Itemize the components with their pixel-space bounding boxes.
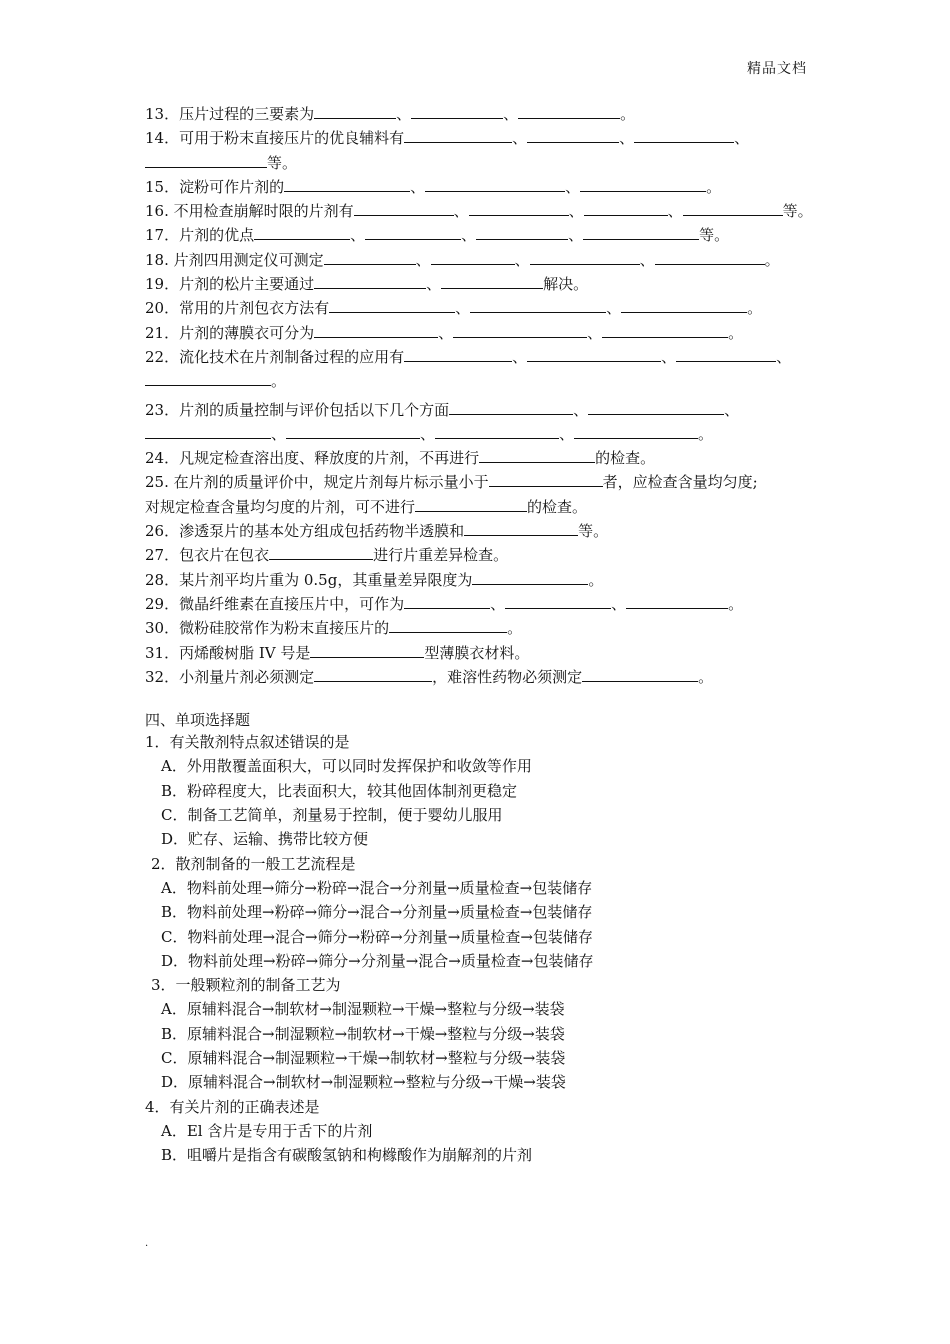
question-line-16 — [145, 199, 825, 223]
question-text: 、 — [512, 347, 528, 366]
question-text: 对规定检查含量均匀度的片剂，可不进行 — [145, 497, 416, 516]
question-text: 29．微晶纤维素在直接压片中，可作为 — [145, 594, 405, 613]
question-text: 解决。 — [543, 275, 589, 294]
answer-blank — [329, 297, 455, 313]
question-text: 。 — [706, 177, 722, 196]
answer-blank — [621, 297, 747, 313]
answer-blank — [479, 447, 595, 463]
question-line-24 — [145, 446, 825, 470]
answer-blank — [453, 322, 587, 338]
mc-option: C．原辅料混合→制湿颗粒→干燥→制软材→整粒与分级→装袋 — [161, 1048, 566, 1067]
fill-in-section — [145, 102, 825, 689]
question-text: 23．片剂的质量控制与评价包括以下几个方面 — [145, 400, 450, 419]
question-line-31 — [145, 641, 825, 665]
answer-blank — [518, 103, 620, 119]
answer-blank — [505, 593, 611, 609]
answer-blank — [314, 322, 438, 338]
question-text: 、 — [420, 424, 436, 443]
answer-blank — [441, 273, 543, 289]
answer-blank — [527, 127, 619, 143]
mc-question: 4．有关片剂的正确表述是 — [145, 1097, 320, 1116]
question-text: 、 — [426, 275, 442, 294]
question-line-22b — [145, 369, 825, 393]
question-line-18 — [145, 248, 825, 272]
question-line-27 — [145, 543, 825, 567]
question-line-23b — [145, 422, 825, 446]
question-line-20 — [145, 296, 825, 320]
answer-blank — [145, 370, 271, 386]
section-title: 四、单项选择题 — [145, 711, 251, 730]
question-text: 、 — [396, 105, 412, 123]
answer-blank — [476, 224, 568, 240]
answer-blank — [310, 642, 424, 658]
question-text: 、 — [559, 424, 575, 443]
question-text: 32．小剂量片剂必须测定 — [145, 667, 315, 686]
mc-option: C．制备工艺简单，剂量易于控制，便于婴幼儿服用 — [161, 806, 503, 825]
question-line-17 — [145, 223, 825, 247]
answer-blank — [489, 471, 603, 487]
question-text: 、 — [568, 202, 584, 221]
answer-blank — [431, 249, 515, 265]
answer-blank — [314, 103, 396, 119]
question-text: 15．淀粉可作片剂的 — [145, 177, 285, 196]
mc-option: A．El 含片是专用于舌下的片剂 — [161, 1121, 373, 1140]
question-text: 13．压片过程的三要素为 — [145, 105, 315, 123]
exam-content — [145, 102, 825, 1167]
answer-blank — [464, 520, 578, 536]
answer-blank — [145, 152, 267, 168]
answer-blank — [655, 249, 765, 265]
question-text: 17．片剂的优点 — [145, 226, 255, 245]
footer-mark: . — [145, 1238, 149, 1249]
question-text: 。 — [728, 594, 744, 613]
answer-blank — [425, 176, 565, 192]
answer-blank — [314, 666, 432, 682]
multiple-choice-section — [145, 730, 825, 1167]
answer-blank — [389, 617, 507, 633]
question-text: 、 — [503, 105, 519, 123]
mc-option: B．物料前处理→粉碎→筛分→混合→分剂量→质量检查→包装储存 — [161, 903, 593, 922]
question-text: 21．片剂的薄膜衣可分为 — [145, 323, 315, 342]
question-line-14a — [145, 126, 825, 150]
question-text: 27．包衣片在包衣 — [145, 546, 270, 565]
question-text: 、 — [271, 424, 287, 443]
answer-blank — [411, 103, 503, 119]
question-line-14b — [145, 151, 825, 175]
mc-option: B．粉碎程度大，比表面积大，较其他固体制剂更稳定 — [161, 781, 518, 800]
question-line-26 — [145, 519, 825, 543]
question-text: 16. 不用检查崩解时限的片剂有 — [145, 202, 354, 221]
mc-option: A．物料前处理→筛分→粉碎→混合→分剂量→质量检查→包装储存 — [161, 878, 593, 897]
question-text: 。 — [620, 105, 636, 123]
question-text: 、 — [350, 226, 366, 245]
question-text: 、 — [573, 400, 589, 419]
question-text: 22．流化技术在片剂制备过程的应用有 — [145, 347, 405, 366]
question-text: 等。 — [782, 202, 813, 221]
question-text: 、 — [776, 347, 792, 366]
question-text: 、 — [455, 299, 471, 318]
answer-blank — [582, 666, 698, 682]
question-text: 。 — [747, 299, 763, 318]
mc-option: D．物料前处理→粉碎→筛分→分剂量→混合→质量检查→包装储存 — [161, 951, 594, 970]
mc-question: 1．有关散剂特点叙述错误的是 — [145, 733, 350, 752]
question-text: 20．常用的片剂包衣方法有 — [145, 299, 330, 318]
question-text: 。 — [698, 667, 714, 686]
question-line-21 — [145, 321, 825, 345]
mc-question: 2．散剂制备的一般工艺流程是 — [151, 854, 356, 873]
answer-blank — [365, 224, 461, 240]
question-text: 、 — [587, 323, 603, 342]
mc-option: D．贮存、运输、携带比较方便 — [161, 830, 369, 849]
question-text: 、 — [611, 594, 627, 613]
answer-blank — [435, 423, 559, 439]
question-text: 型薄膜衣材料。 — [424, 643, 530, 662]
question-text: 、 — [565, 177, 581, 196]
answer-blank — [583, 224, 699, 240]
answer-blank — [470, 297, 606, 313]
answer-blank — [415, 496, 527, 512]
answer-blank — [286, 423, 420, 439]
question-text: 。 — [728, 323, 744, 342]
question-text: 。 — [507, 619, 523, 638]
question-text: 、 — [568, 226, 584, 245]
answer-blank — [269, 544, 373, 560]
question-text: 的检查。 — [595, 449, 656, 468]
answer-blank — [580, 176, 706, 192]
answer-blank — [683, 200, 783, 216]
question-line-15 — [145, 175, 825, 199]
question-text: 、 — [490, 594, 506, 613]
question-line-28 — [145, 568, 825, 592]
question-line-13 — [145, 102, 825, 126]
question-text: 19．片剂的松片主要通过 — [145, 275, 315, 294]
answer-blank — [634, 127, 734, 143]
page-header-label: 精品文档 — [747, 61, 807, 77]
answer-blank — [676, 346, 776, 362]
mc-option: B．咀嚼片是指含有碳酸氢钠和枸橼酸作为崩解剂的片剂 — [161, 1146, 533, 1165]
question-text: 18. 片剂四用测定仪可测定 — [145, 250, 324, 269]
answer-blank — [449, 399, 573, 415]
question-line-22a — [145, 345, 825, 369]
answer-blank — [584, 200, 668, 216]
mc-option: C．物料前处理→混合→筛分→粉碎→分剂量→质量检查→包装储存 — [161, 927, 593, 946]
question-text: 、 — [661, 347, 677, 366]
question-line-29 — [145, 592, 825, 616]
question-text: 。 — [764, 250, 780, 269]
answer-blank — [530, 249, 640, 265]
mc-option: B．原辅料混合→制湿颗粒→制软材→干燥→整粒与分级→装袋 — [161, 1024, 565, 1043]
question-line-25b — [145, 495, 825, 519]
answer-blank — [626, 593, 728, 609]
question-text: 、 — [667, 202, 683, 221]
question-text: 、 — [438, 323, 454, 342]
answer-blank — [527, 346, 661, 362]
mc-option: A．外用散覆盖面积大，可以同时发挥保护和收敛等作用 — [161, 757, 532, 776]
answer-blank — [404, 593, 490, 609]
question-text: 。 — [588, 570, 604, 589]
answer-blank — [404, 346, 512, 362]
answer-blank — [354, 200, 454, 216]
question-text: 28．某片剂平均片重为 0.5g，其重量差异限度为 — [145, 570, 473, 589]
question-text: 、 — [619, 129, 635, 148]
question-text: 24．凡规定检查溶出度、释放度的片剂，不再进行 — [145, 449, 480, 468]
question-line-25a — [145, 470, 825, 494]
question-text: ，难溶性药物必须测定 — [432, 667, 583, 686]
question-text: 14．可用于粉末直接压片的优良辅料有 — [145, 129, 405, 148]
question-line-23a — [145, 398, 825, 422]
question-text: 、 — [514, 250, 530, 269]
question-text: 。 — [698, 424, 714, 443]
question-text: 、 — [410, 177, 426, 196]
mc-option: D．原辅料混合→制软材→制湿颗粒→整粒与分级→干燥→装袋 — [161, 1073, 566, 1092]
answer-blank — [588, 399, 724, 415]
answer-blank — [404, 127, 512, 143]
question-text: 等。 — [267, 153, 298, 172]
question-text: 等。 — [699, 226, 730, 245]
question-text: 、 — [639, 250, 655, 269]
answer-blank — [254, 224, 350, 240]
question-text: 、 — [512, 129, 528, 148]
question-text: 的检查。 — [527, 497, 588, 516]
answer-blank — [602, 322, 728, 338]
question-text: 者，应检查含量均匀度; — [602, 473, 758, 492]
question-line-32 — [145, 665, 825, 689]
question-text: 。 — [271, 372, 287, 391]
question-text: 、 — [724, 400, 740, 419]
question-text: 25. 在片剂的质量评价中，规定片剂每片标示量小于 — [145, 473, 489, 492]
answer-blank — [574, 423, 698, 439]
question-text: 26．渗透泵片的基本处方组成包括药物半透膜和 — [145, 522, 465, 541]
question-text: 、 — [453, 202, 469, 221]
answer-blank — [145, 423, 271, 439]
question-text: 等。 — [578, 522, 609, 541]
answer-blank — [472, 569, 588, 585]
answer-blank — [284, 176, 410, 192]
question-text: 进行片重差异检查。 — [373, 546, 509, 565]
question-text: 、 — [734, 129, 750, 148]
answer-blank — [324, 249, 416, 265]
question-text: 30．微粉硅胶常作为粉末直接压片的 — [145, 619, 390, 638]
question-text: 、 — [415, 250, 431, 269]
question-line-19 — [145, 272, 825, 296]
question-text: 31．丙烯酸树脂 IV 号是 — [145, 643, 311, 662]
question-text: 、 — [606, 299, 622, 318]
question-text: 、 — [461, 226, 477, 245]
mc-question: 3．一般颗粒剂的制备工艺为 — [151, 976, 341, 995]
mc-option: A．原辅料混合→制软材→制湿颗粒→干燥→整粒与分级→装袋 — [161, 1000, 565, 1019]
question-line-30 — [145, 616, 825, 640]
answer-blank — [469, 200, 569, 216]
answer-blank — [314, 273, 426, 289]
